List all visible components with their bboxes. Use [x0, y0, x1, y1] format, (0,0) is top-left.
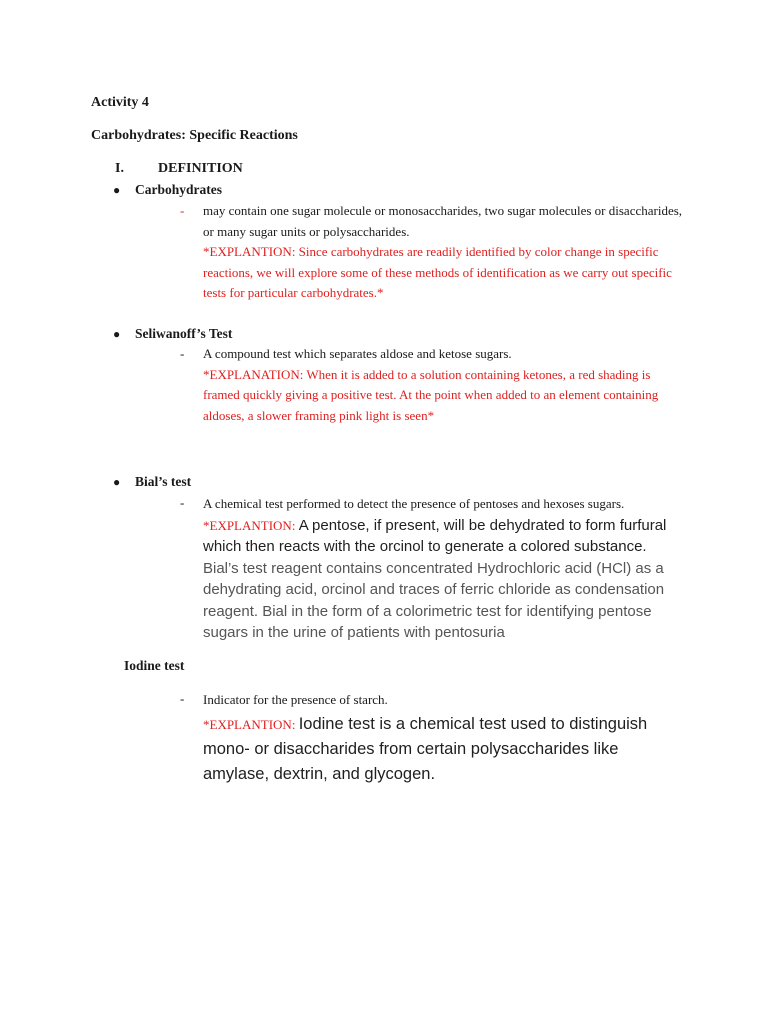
seliwanoff-definition: A compound test which separates aldose and ketose sugars. — [203, 346, 512, 361]
bial-heading — [113, 473, 191, 491]
seliwanoff-text — [203, 344, 683, 426]
document-subtitle: Carbohydrates: Specific Reactions — [91, 128, 298, 143]
section-number: I. — [115, 161, 124, 176]
carbohydrates-heading — [113, 181, 222, 199]
bial-dash: - — [180, 495, 185, 510]
iodine-explanation-main: Iodine test is a chemical test used to distinguish mono- or disaccharides from certain polysaccharides like amylase, dextrin, and glycogen. — [203, 715, 648, 783]
seliwanoff-heading-label: Seliwanoff’s Test — [135, 326, 233, 341]
iodine-heading: Iodine test — [124, 658, 185, 673]
iodine-explanation — [203, 712, 683, 787]
iodine-explanation-label: *EXPLANTION: — [203, 717, 299, 732]
seliwanoff-explanation: *EXPLANATION: When it is added to a solution containing ketones, a red shading is framed quickly giving a positive test. At the point when added to an element containing aldoses, a slower framing pink light is seen* — [203, 366, 659, 423]
bial-explanation-main: A pentose, if present, will be dehydrated to form furfural which then reacts with the orcinol to generate a colored substance. — [203, 516, 667, 555]
bial-explanation-extra: Bial’s test reagent contains concentrated Hydrochloric acid (HCl) as a dehydrating acid, orcinol and traces of ferric chloride as condensation reagent. Bial in the form of a colorimetric test for identifying pentose sugars in the urine of patients with pentosuria — [203, 559, 665, 641]
carbohydrates-dash: - — [180, 203, 185, 218]
bial-definition: A chemical test performed to detect the presence of pentoses and hexoses sugars. — [203, 496, 625, 511]
carbohydrates-definition: may contain one sugar molecule or monosaccharides, two sugar molecules or disaccharides, or many sugar units or polysaccharides. — [203, 203, 683, 239]
activity-title: Activity 4 — [91, 95, 149, 110]
bullet-icon: ● — [113, 475, 121, 489]
seliwanoff-heading — [113, 325, 232, 343]
iodine-dash: - — [180, 691, 185, 706]
carbohydrates-text — [203, 201, 683, 304]
bial-explanation-label: *EXPLANTION: — [203, 517, 299, 533]
bial-text — [203, 493, 683, 644]
carbohydrates-explanation: *EXPLANTION: Since carbohydrates are readily identified by color change in specific reactions, we will explore some of these methods of identification as we carry out specific tests for particular carbohydrates.* — [203, 244, 672, 300]
section-heading — [115, 160, 243, 178]
section-title: DEFINITION — [158, 161, 243, 176]
bullet-icon: ● — [113, 183, 121, 197]
carbohydrates-heading-label: Carbohydrates — [135, 182, 222, 197]
iodine-definition: Indicator for the presence of starch. — [203, 692, 388, 707]
bullet-icon: ● — [113, 327, 121, 341]
seliwanoff-dash: - — [180, 346, 185, 361]
bial-heading-label: Bial’s test — [135, 474, 192, 489]
iodine-text — [203, 689, 683, 787]
